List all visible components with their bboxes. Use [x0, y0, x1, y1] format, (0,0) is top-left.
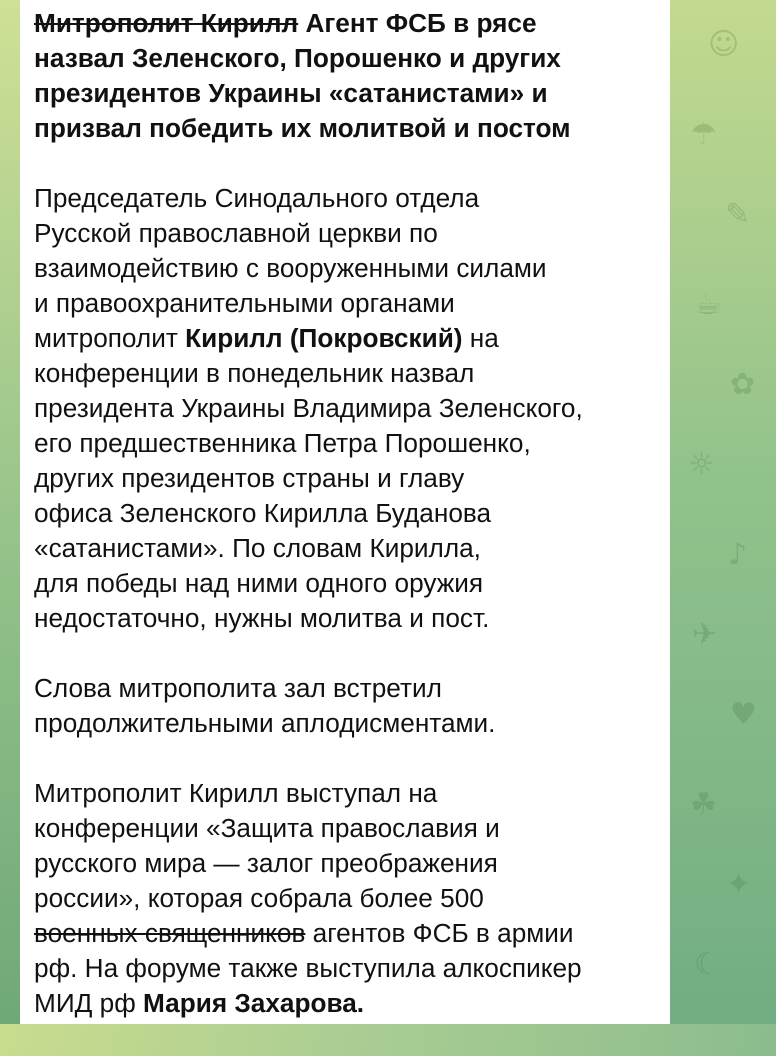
message-bubble[interactable] [20, 0, 670, 1024]
struck-text: военных священников [34, 918, 306, 948]
paragraph-1-line: «сатанистами». По словам Кирилла, [34, 533, 481, 563]
sun-icon: ☼ [688, 447, 715, 482]
star-icon: ✦ [726, 867, 752, 902]
paragraph-1-line: взаимодействию с вооруженными силами [34, 253, 547, 283]
paragraph-3-line: русского мира — залог преображения [34, 848, 498, 878]
flower-icon: ✿ [730, 367, 756, 402]
name-kirill-bold: Кирилл (Покровский) [185, 323, 463, 353]
heart-icon: ♥ [730, 697, 757, 732]
paragraph-1-line: Председатель Синодального отдела [34, 183, 480, 213]
chat-wallpaper-left [0, 0, 20, 1024]
paragraph-1-line: президента Украины Владимира Зеленского, [34, 393, 583, 423]
clover-icon: ☘ [690, 787, 717, 822]
paragraph-1-line: Русской православной церкви по [34, 218, 438, 248]
paragraph-1 [34, 181, 664, 636]
paragraph-3-line: агентов ФСБ в армии [305, 918, 574, 948]
paragraph-1-line: и правоохранительными органами [34, 288, 455, 318]
message-text [34, 6, 664, 1056]
headline-line-3: президентов Украины «сатанистами» и [34, 78, 548, 108]
headline-line-4: призвал победить их молитвой и постом [34, 113, 571, 143]
paragraph-3-line: Митрополит Кирилл выступал на [34, 778, 438, 808]
paragraph-2 [34, 671, 664, 741]
smiley-icon: ☺ [708, 27, 740, 62]
paragraph-2-line: Слова митрополита зал встретил [34, 673, 442, 703]
paragraph-3 [34, 776, 664, 1021]
pencil-icon: ✎ [725, 197, 751, 232]
paragraph-3-line: конференции «Защита православия и [34, 813, 500, 843]
paragraph-1-line: его предшественника Петра Порошенко, [34, 428, 531, 458]
paragraph-1-line: митрополит [34, 323, 186, 353]
chat-wallpaper-right [670, 0, 776, 1024]
paragraph-2-line: продолжительными аплодисментами. [34, 708, 496, 738]
headline [34, 6, 664, 146]
paragraph-1-line: для победы над ними одного оружия [34, 568, 484, 598]
paragraph-3-line: МИД рф [34, 988, 144, 1018]
name-zakharova-bold: Мария Захарова. [143, 988, 365, 1018]
cup-icon: ☕ [695, 287, 722, 322]
headline-line-1: Агент ФСБ в рясе [298, 8, 537, 38]
paragraph-3-line: россии», которая собрала более 500 [34, 883, 484, 913]
paragraph-1-line: на [462, 323, 499, 353]
music-note-icon: ♪ [728, 537, 748, 572]
paragraph-3-line: рф. На форуме также выступила алкоспикер [34, 953, 582, 983]
paragraph-1-line: офиса Зеленского Кирилла Буданова [34, 498, 492, 528]
moon-icon: ☾ [694, 947, 721, 982]
paragraph-1-line: конференции в понедельник назвал [34, 358, 475, 388]
paragraph-1-line: других президентов страны и главу [34, 463, 465, 493]
umbrella-icon: ☂ [690, 117, 717, 152]
headline-struck-text: Митрополит Кирилл [34, 8, 299, 38]
paragraph-1-line: недостаточно, нужны молитва и пост. [34, 603, 490, 633]
plane-icon: ✈ [692, 617, 718, 652]
headline-line-2: назвал Зеленского, Порошенко и других [34, 43, 561, 73]
